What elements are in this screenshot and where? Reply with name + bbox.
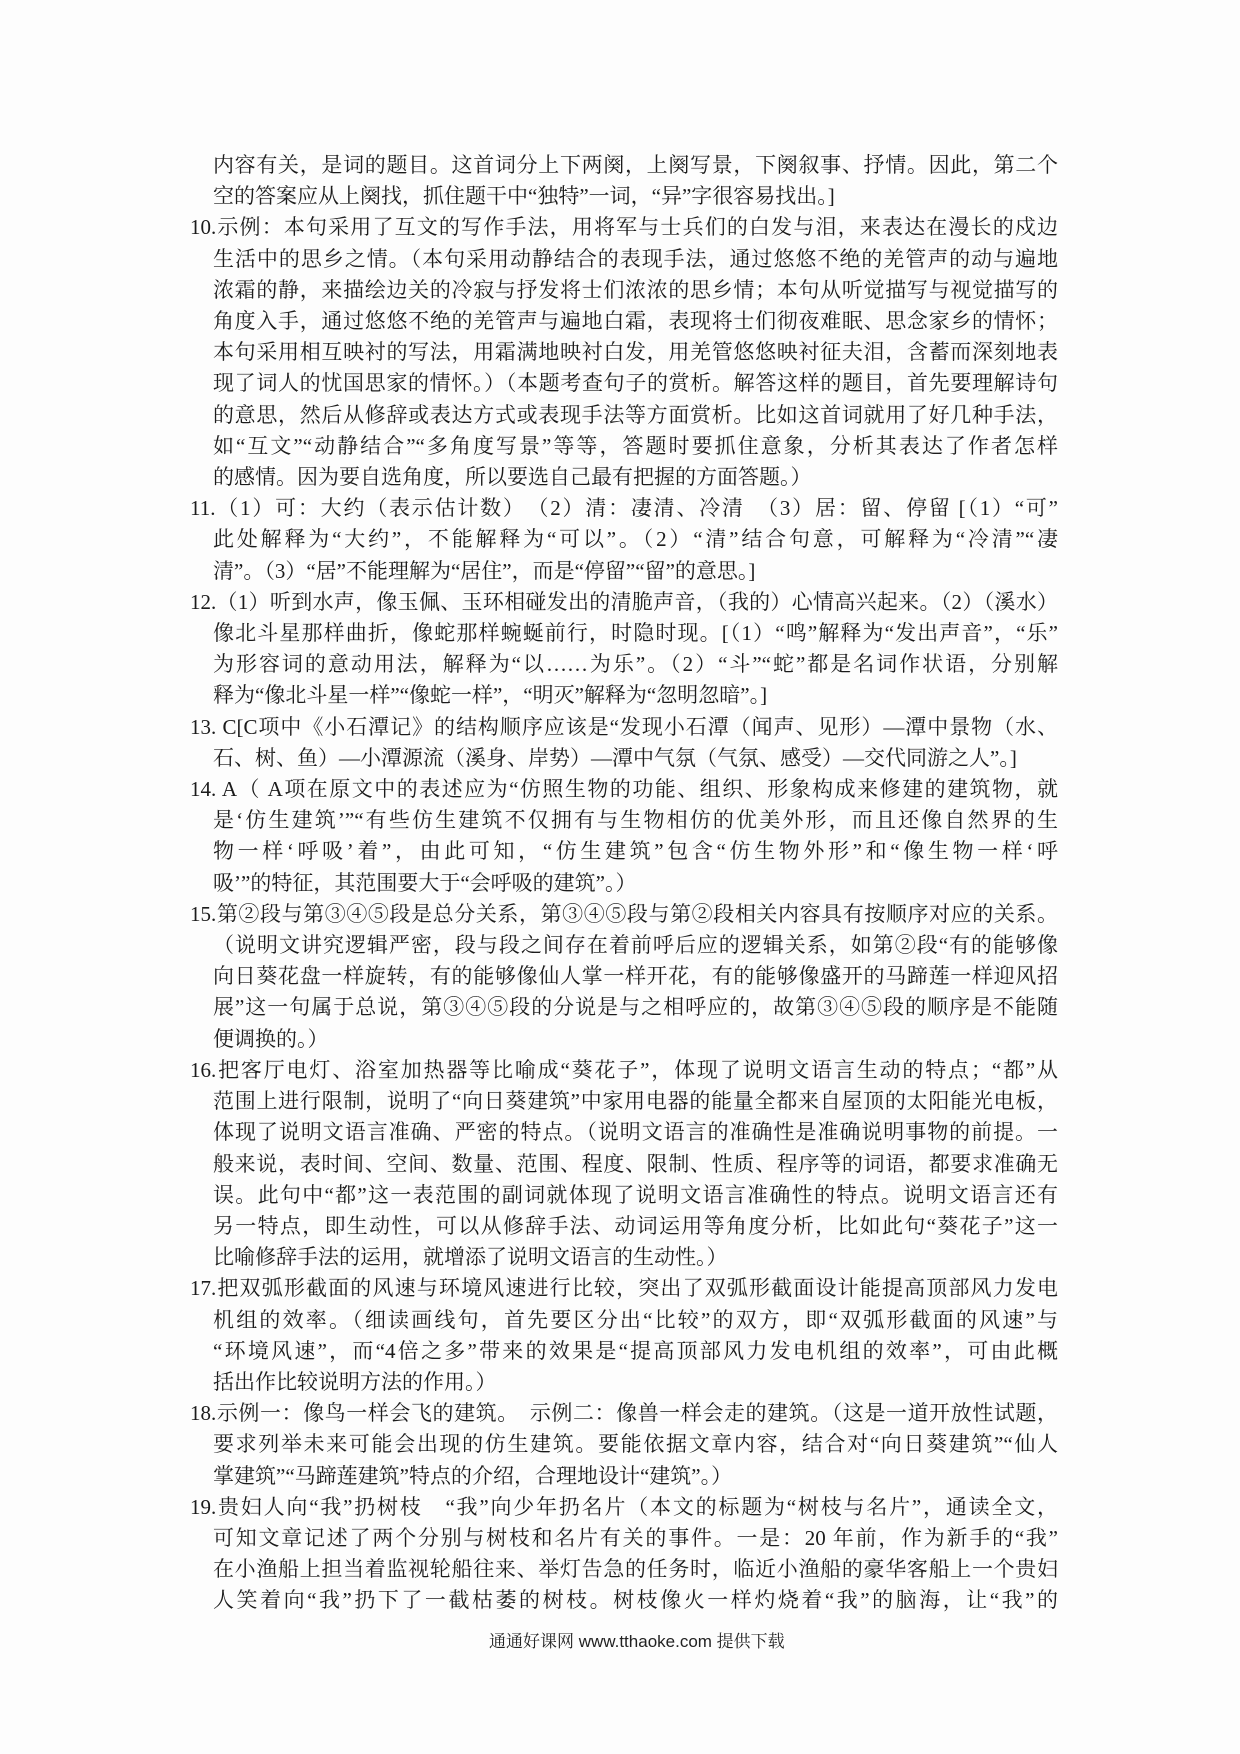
answer-item-12	[190, 587, 1058, 712]
answer-first-line	[190, 1398, 1058, 1429]
answer-item-17	[190, 1273, 1058, 1398]
text-line: 角度入手，通过悠悠不绝的羌管声与遍地白霜，表现将士们彻夜难眠、思念家乡的情怀；	[213, 309, 1058, 334]
text-line: 现了词人的忧国思家的情怀。）（本题考查句子的赏析。解答这样的题目，首先要理解诗句	[213, 371, 1058, 396]
answer-key-body	[190, 150, 1058, 1617]
text-line: 内容有关，是词的题目。这首词分上下两阕，上阕写景，下阕叙事、抒情。因此，第二个	[213, 153, 1058, 177]
answer-first-line	[190, 712, 1058, 743]
text-line: 空的答案应从上阕找，抓住题干中“独特”一词，“异”字很容易找出。]	[213, 184, 835, 209]
text-line: 像北斗星那样曲折，像蛇那样蜿蜒前行，时隐时现。[（1）“鸣”解释为“发出声音”，“乐”	[213, 621, 1058, 646]
answer-item-14	[190, 774, 1058, 899]
answer-number: 18.	[190, 1401, 217, 1426]
text-line: 体现了说明文语言准确、严密的特点。（说明文语言的准确性是准确说明事物的前提。一	[213, 1120, 1058, 1145]
answer-number: 10.	[190, 215, 217, 240]
answer-text: 第②段与第③④⑤段是总分关系，第③④⑤段与第②段相关内容具有按顺序对应的关系。	[216, 901, 1058, 926]
text-line: 清”。（3）“居”不能理解为“居住”，而是“停留”“留”的意思。]	[213, 558, 756, 583]
answer-first-line	[190, 899, 1058, 930]
answer-text: 贵妇人向“我”扔树枝 “我”向少年扔名片（本文的标题为“树枝与名片”，通读全文，	[216, 1494, 1058, 1519]
answer-item-11	[190, 493, 1058, 587]
answer-text: 示例：本句采用了互文的写作手法，用将军与士兵们的白发与泪，来表达在漫长的戍边	[216, 215, 1058, 240]
text-line: 向日葵花盘一样旋转，有的能够像仙人掌一样开花，有的能够像盛开的马蹄莲一样迎风招	[213, 964, 1058, 989]
continued-answer	[190, 150, 1058, 212]
text-line: 便调换的。）	[213, 1026, 329, 1051]
text-line: 要求列举未来可能会出现的仿生建筑。要能依据文章内容，结合对“向日葵建筑”“仙人	[213, 1432, 1058, 1457]
text-line: 此处解释为“大约”，不能解释为“可以”。（2）“清”结合句意，可解释为“冷清”“凄	[213, 527, 1058, 552]
answer-text: 把客厅电灯、浴室加热器等比喻成“葵花子”，体现了说明文语言生动的特点；“都”从	[216, 1057, 1058, 1082]
text-line: 吸’”的特征，其范围要大于“会呼吸的建筑”。）	[213, 870, 637, 895]
text-line: 括出作比较说明方法的作用。）	[213, 1369, 497, 1394]
answer-item-19	[190, 1492, 1058, 1617]
text-line: 掌建筑”“马蹄莲建筑”特点的介绍，合理地设计“建筑”。）	[213, 1463, 733, 1488]
answer-item-16	[190, 1055, 1058, 1273]
text-line: 在小渔船上担当着监视轮船往来、举灯告急的任务时，临近小渔船的豪华客船上一个贵妇	[213, 1557, 1058, 1582]
answer-first-line	[190, 774, 1058, 805]
text-line: 物一样‘呼吸’着”，由此可知，“仿生建筑”包含“仿生物外形”和“像生物一样‘呼	[213, 839, 1058, 864]
text-line: 般来说，表时间、空间、数量、范围、程度、限制、性质、程序等的词语，都要求准确无	[213, 1151, 1058, 1176]
text-line: 的意思，然后从修辞或表达方式或表现手法等方面赏析。比如这首词就用了好几种手法，	[213, 402, 1058, 427]
page-footer: 通通好课网 www.tthaoke.com 提供下载	[489, 1632, 785, 1651]
text-line: 的感情。因为要自选角度，所以要选自己最有把握的方面答题。）	[213, 465, 812, 490]
text-line: 机组的效率。（细读画线句，首先要区分出“比较”的双方，即“双弧形截面的风速”与	[213, 1307, 1058, 1332]
text-line: 人笑着向“我”扔下了一截枯萎的树枝。树枝像火一样灼烧着“我”的脑海，让“我”的	[213, 1588, 1058, 1613]
text-line: 展”这一句属于总说，第③④⑤段的分说是与之相呼应的，故第③④⑤段的顺序是不能随	[213, 995, 1058, 1020]
answer-text: （1）可：大约（表示估计数） （2）清：凄清、冷清 （3）居：留、停留 [（1）“可”	[215, 496, 1058, 521]
answer-number: 19.	[190, 1494, 217, 1519]
text-line: 本句采用相互映衬的写法，用霜满地映衬白发，用羌管悠悠映衬征夫泪，含蓄而深刻地表	[213, 340, 1058, 365]
text-line: 如“互文”“动静结合”“多角度写景”等等，答题时要抓住意象，分析其表达了作者怎样	[213, 433, 1058, 458]
answer-item-10	[190, 212, 1058, 493]
text-line: 另一特点，即生动性，可以从修辞手法、动词运用等角度分析，比如此句“葵花子”这一	[213, 1213, 1058, 1238]
answer-first-line	[190, 493, 1058, 524]
answer-number: 16.	[190, 1057, 217, 1082]
text-line: 范围上进行限制，说明了“向日葵建筑”中家用电器的能量全都来自屋顶的太阳能光电板，	[213, 1089, 1058, 1114]
text-line: 为形容词的意动用法，解释为“以……为乐”。（2）“斗”“蛇”都是名词作状语，分别解	[213, 652, 1058, 677]
answer-number: 13.	[190, 714, 217, 739]
answer-text: A（ A项在原文中的表述应为“仿照生物的功能、组织、形象构成来修建的建筑物，就	[216, 777, 1058, 802]
answer-first-line	[190, 1492, 1058, 1523]
text-line: 释为“像北斗星一样”“像蛇一样”，“明灭”解释为“忽明忽暗”。]	[213, 683, 768, 708]
answer-item-13	[190, 712, 1058, 774]
answer-number: 14.	[190, 777, 217, 802]
answer-first-line	[190, 1273, 1058, 1304]
text-line: 生活中的思乡之情。（本句采用动静结合的表现手法，通过悠悠不绝的羌管声的动与遍地	[213, 246, 1058, 271]
answer-first-line	[190, 212, 1058, 243]
text-line: 比喻修辞手法的运用，就增添了说明文语言的生动性。）	[213, 1245, 728, 1270]
answer-number: 12.	[190, 589, 217, 614]
answer-text: （1）听到水声，像玉佩、玉环相碰发出的清脆声音，（我的）心情高兴起来。（2）（溪水）	[216, 589, 1058, 614]
answer-number: 11.	[190, 496, 216, 521]
answer-item-18	[190, 1398, 1058, 1492]
answer-first-line	[190, 1055, 1058, 1086]
text-line: 误。此句中“都”这一表范围的副词就体现了说明文语言准确性的特点。说明文语言还有	[213, 1182, 1058, 1207]
text-line: 可知文章记述了两个分别与树枝和名片有关的事件。一是：20 年前，作为新手的“我”	[213, 1525, 1058, 1550]
text-line: 是‘仿生建筑’”“有些仿生建筑不仅拥有与生物相仿的优美外形，而且还像自然界的生	[213, 808, 1058, 833]
answer-text: 示例一：像鸟一样会飞的建筑。 示例二：像兽一样会走的建筑。（这是一道开放性试题，	[216, 1401, 1058, 1426]
text-line: 浓霜的静，来描绘边关的冷寂与抒发将士们浓浓的思乡情；本句从听觉描写与视觉描写的	[213, 277, 1058, 302]
answer-first-line	[190, 587, 1058, 618]
answer-number: 17.	[190, 1276, 217, 1301]
answer-text: 把双弧形截面的风速与环境风速进行比较，突出了双弧形截面设计能提高顶部风力发电	[216, 1276, 1058, 1301]
text-line: 石、树、鱼）—小潭源流（溪身、岸势）—潭中气氛（气氛、感受）—交代同游之人”。]	[213, 745, 1017, 770]
text-line: “环境风速”，而“4倍之多”带来的效果是“提高顶部风力发电机组的效率”，可由此概	[213, 1338, 1058, 1363]
text-line: （说明文讲究逻辑严密，段与段之间存在着前呼后应的逻辑关系，如第②段“有的能够像	[213, 933, 1058, 958]
answer-item-15	[190, 899, 1058, 1055]
answer-text: C[C项中《小石潭记》的结构顺序应该是“发现小石潭（闻声、见形）—潭中景物（水、	[216, 714, 1058, 739]
answer-number: 15.	[190, 901, 217, 926]
